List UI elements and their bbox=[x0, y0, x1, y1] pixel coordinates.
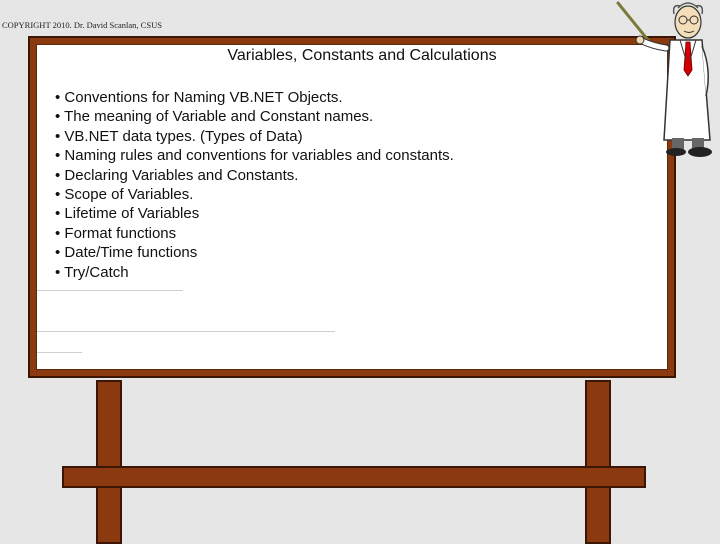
topic-item: • Date/Time functions bbox=[55, 244, 198, 262]
topic-item: • The meaning of Variable and Constant names. bbox=[55, 108, 374, 126]
topic-item: • VB.NET data types. (Types of Data) bbox=[55, 127, 303, 145]
topic-item: • Lifetime of Variables bbox=[55, 205, 200, 223]
professor-with-pointer-icon bbox=[600, 0, 720, 160]
topic-item: • Try/Catch bbox=[55, 263, 129, 281]
topic-item: • Declaring Variables and Constants. bbox=[55, 166, 299, 184]
slide-title: Variables, Constants and Calculations bbox=[227, 47, 497, 64]
topic-item: • Naming rules and conventions for variables and constants. bbox=[55, 147, 454, 165]
topic-list bbox=[55, 88, 454, 282]
faint-rule bbox=[37, 331, 335, 332]
topic-item: • Format functions bbox=[55, 224, 177, 242]
copyright-notice: COPYRIGHT 2010. Dr. David Scanlan, CSUS bbox=[2, 20, 162, 30]
topic-item: • Conventions for Naming VB.NET Objects. bbox=[55, 89, 343, 106]
topic-item: • Scope of Variables. bbox=[55, 186, 194, 204]
faint-rule bbox=[37, 352, 82, 353]
easel-left-leg bbox=[96, 380, 122, 544]
easel-right-leg bbox=[585, 380, 611, 544]
faint-rule bbox=[37, 290, 183, 291]
easel-crossbar bbox=[62, 466, 646, 488]
